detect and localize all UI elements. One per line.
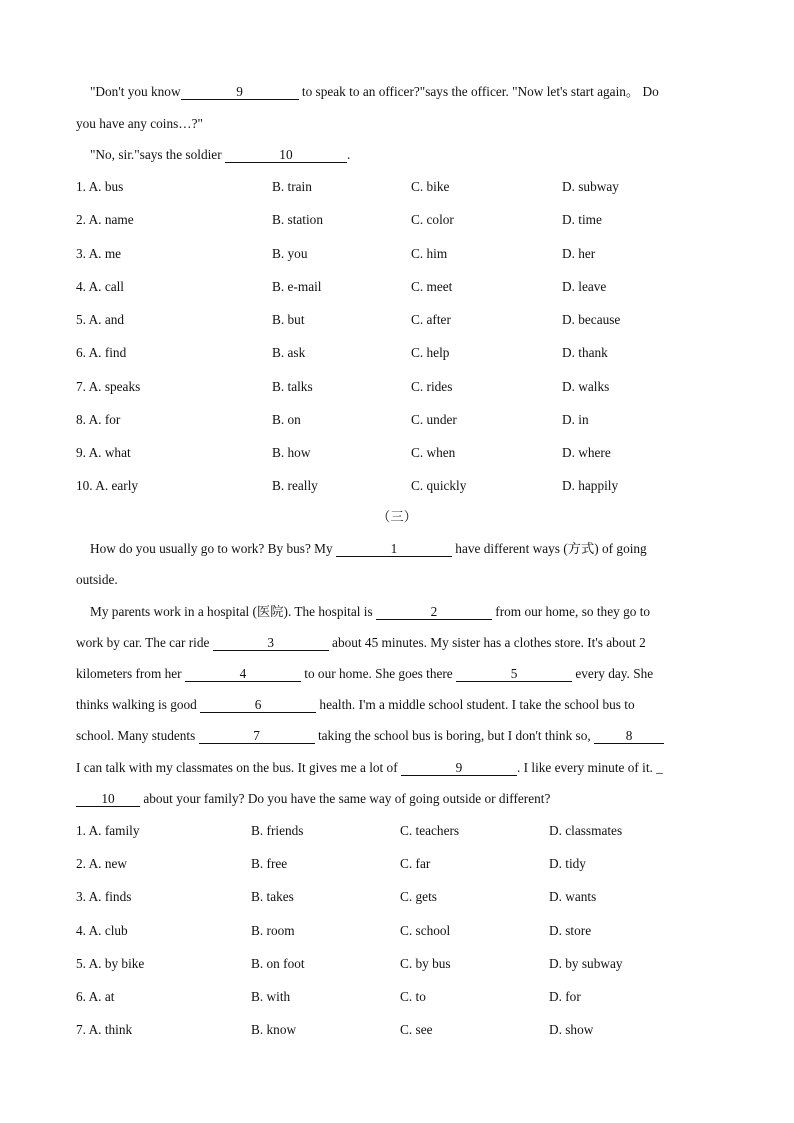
option-a[interactable]: 4. A. call: [76, 278, 125, 294]
section3-line-3: [90, 604, 650, 620]
option-a[interactable]: 9. A. what: [76, 445, 131, 460]
question-row: [0, 956, 794, 972]
text: kilometers from her: [76, 666, 185, 681]
option-a[interactable]: 10. A. early: [76, 478, 139, 494]
question-row: [0, 923, 794, 939]
option-a[interactable]: 2. A. name: [76, 212, 134, 228]
blank-5[interactable]: 5: [456, 667, 572, 682]
option-b[interactable]: B. ask: [272, 345, 306, 361]
text: thinks walking is good: [76, 697, 201, 712]
blank-1[interactable]: 1: [336, 542, 452, 557]
option-c[interactable]: C. teachers: [400, 823, 460, 838]
text: I can talk with my classmates on the bus. It gives me a lot of: [76, 760, 401, 775]
option-a[interactable]: 1. A. bus: [76, 179, 124, 194]
question-row: [0, 312, 794, 328]
option-d[interactable]: D. store: [549, 922, 592, 938]
option-b[interactable]: B. free: [251, 856, 288, 872]
option-d[interactable]: D. happily: [562, 478, 619, 494]
option-c[interactable]: C. quickly: [411, 478, 467, 494]
blank-7[interactable]: 7: [199, 729, 315, 744]
option-c[interactable]: C. gets: [400, 889, 437, 905]
text: school. Many students: [76, 728, 199, 743]
text: about 45 minutes. My sister has a clothes store. It's about 2: [328, 635, 646, 650]
blank-8[interactable]: 8: [594, 729, 664, 744]
option-a[interactable]: 6. A. find: [76, 345, 127, 361]
section3-line-2: outside.: [76, 572, 118, 587]
blank-10[interactable]: 10: [225, 148, 347, 163]
blank-9[interactable]: 9: [401, 761, 517, 776]
text: about your family? Do you have the same way of going outside or different?: [140, 791, 551, 806]
text: every day. She: [572, 666, 654, 681]
option-b[interactable]: B. with: [251, 989, 291, 1004]
option-b[interactable]: B. know: [251, 1022, 297, 1038]
option-c[interactable]: C. by bus: [400, 955, 451, 971]
option-b[interactable]: B. friends: [251, 823, 304, 838]
option-d[interactable]: D. time: [562, 212, 602, 228]
option-c[interactable]: C. to: [400, 989, 426, 1004]
question-row: [0, 889, 794, 905]
option-b[interactable]: B. room: [251, 922, 295, 938]
text: health. I'm a middle school student. I take the school bus to: [316, 697, 635, 712]
question-row: [0, 445, 794, 461]
blank-2[interactable]: 2: [376, 605, 492, 620]
option-d[interactable]: D. her: [562, 245, 596, 261]
option-d[interactable]: D. where: [562, 445, 611, 460]
option-b[interactable]: B. how: [272, 445, 311, 460]
option-b[interactable]: B. talks: [272, 378, 313, 394]
blank-6[interactable]: 6: [200, 698, 316, 713]
text: to speak to an officer?"says the officer. "Now let's start again。 Do: [298, 84, 659, 99]
question-row: [0, 179, 794, 195]
question-row: [0, 379, 794, 395]
question-row: [0, 345, 794, 361]
option-b[interactable]: B. train: [272, 179, 312, 194]
text: taking the school bus is boring, but I don't think so,: [314, 728, 595, 743]
option-c[interactable]: C. when: [411, 445, 456, 460]
text: . I like every minute of it. _: [516, 760, 663, 775]
text: .: [346, 147, 351, 162]
text: have different ways (方式) of going: [451, 541, 647, 556]
section3-line-4: [76, 635, 646, 651]
section3-line-6: [76, 697, 635, 713]
option-a[interactable]: 4. A. club: [76, 922, 128, 938]
passage2-line-2: you have any coins…?": [76, 116, 203, 131]
option-d[interactable]: D. by subway: [549, 955, 623, 971]
question-row: [0, 412, 794, 428]
option-c[interactable]: C. under: [411, 411, 457, 427]
option-b[interactable]: B. on foot: [251, 955, 305, 971]
option-c[interactable]: C. help: [411, 345, 450, 361]
option-b[interactable]: B. on: [272, 411, 301, 427]
text: "Don't you know: [90, 84, 181, 99]
option-c[interactable]: C. school: [400, 922, 451, 938]
option-a[interactable]: 2. A. new: [76, 856, 127, 872]
option-d[interactable]: D. wants: [549, 889, 597, 905]
text: from our home, so they go to: [491, 604, 651, 619]
option-d[interactable]: D. because: [562, 312, 621, 327]
text: work by car. The car ride: [76, 635, 213, 650]
text: to our home. She goes there: [300, 666, 457, 681]
option-d[interactable]: D. walks: [562, 378, 610, 394]
section-title: （三）: [377, 509, 417, 524]
option-b[interactable]: B. takes: [251, 889, 294, 905]
passage2-line-1: [90, 84, 659, 100]
option-c[interactable]: C. far: [400, 856, 431, 872]
question-row: [0, 856, 794, 872]
option-c[interactable]: C. bike: [411, 179, 450, 194]
option-a[interactable]: 1. A. family: [76, 823, 140, 838]
question-row: [0, 212, 794, 228]
text: "No, sir."says the soldier: [90, 147, 225, 162]
option-a[interactable]: 5. A. by bike: [76, 955, 145, 971]
option-d[interactable]: D. leave: [562, 278, 607, 294]
option-c[interactable]: C. see: [400, 1022, 433, 1038]
option-a[interactable]: 7. A. think: [76, 1022, 133, 1038]
option-d[interactable]: D. subway: [562, 179, 619, 194]
question-row: [0, 279, 794, 295]
option-b[interactable]: B. e-mail: [272, 278, 322, 294]
option-c[interactable]: C. rides: [411, 378, 453, 394]
option-a[interactable]: 7. A. speaks: [76, 378, 141, 394]
question-row: [0, 246, 794, 262]
option-b[interactable]: B. really: [272, 478, 318, 494]
option-b[interactable]: B. you: [272, 245, 308, 261]
blank-3[interactable]: 3: [213, 636, 329, 651]
option-a[interactable]: 6. A. at: [76, 989, 115, 1004]
option-d[interactable]: D. thank: [562, 345, 608, 361]
option-b[interactable]: B. station: [272, 212, 323, 228]
question-row: [0, 823, 794, 839]
option-d[interactable]: D. show: [549, 1022, 594, 1038]
section3-line-8: [76, 760, 663, 776]
section3-line-7: [76, 728, 664, 744]
option-d[interactable]: D. for: [549, 989, 581, 1004]
option-d[interactable]: D. in: [562, 411, 589, 427]
option-a[interactable]: 5. A. and: [76, 312, 125, 327]
option-c[interactable]: C. meet: [411, 278, 453, 294]
option-d[interactable]: D. tidy: [549, 856, 586, 872]
option-a[interactable]: 8. A. for: [76, 411, 121, 427]
section3-line-9: [76, 791, 550, 807]
text: How do you usually go to work? By bus? My: [90, 541, 336, 556]
option-a[interactable]: 3. A. me: [76, 245, 122, 261]
option-c[interactable]: C. after: [411, 312, 451, 327]
option-c[interactable]: C. him: [411, 245, 448, 261]
question-row: [0, 1022, 794, 1038]
question-row: [0, 478, 794, 494]
section3-line-5: [76, 666, 653, 682]
option-d[interactable]: D. classmates: [549, 823, 623, 838]
section3-line-1: [90, 541, 647, 557]
option-b[interactable]: B. but: [272, 312, 305, 327]
passage2-line-3: [90, 147, 350, 163]
blank-4[interactable]: 4: [185, 667, 301, 682]
question-row: [0, 989, 794, 1005]
option-c[interactable]: C. color: [411, 212, 454, 228]
blank-9[interactable]: 9: [181, 85, 299, 100]
blank-10[interactable]: 10: [76, 792, 140, 807]
text: My parents work in a hospital (医院). The hospital is: [90, 604, 376, 619]
option-a[interactable]: 3. A. finds: [76, 889, 132, 905]
